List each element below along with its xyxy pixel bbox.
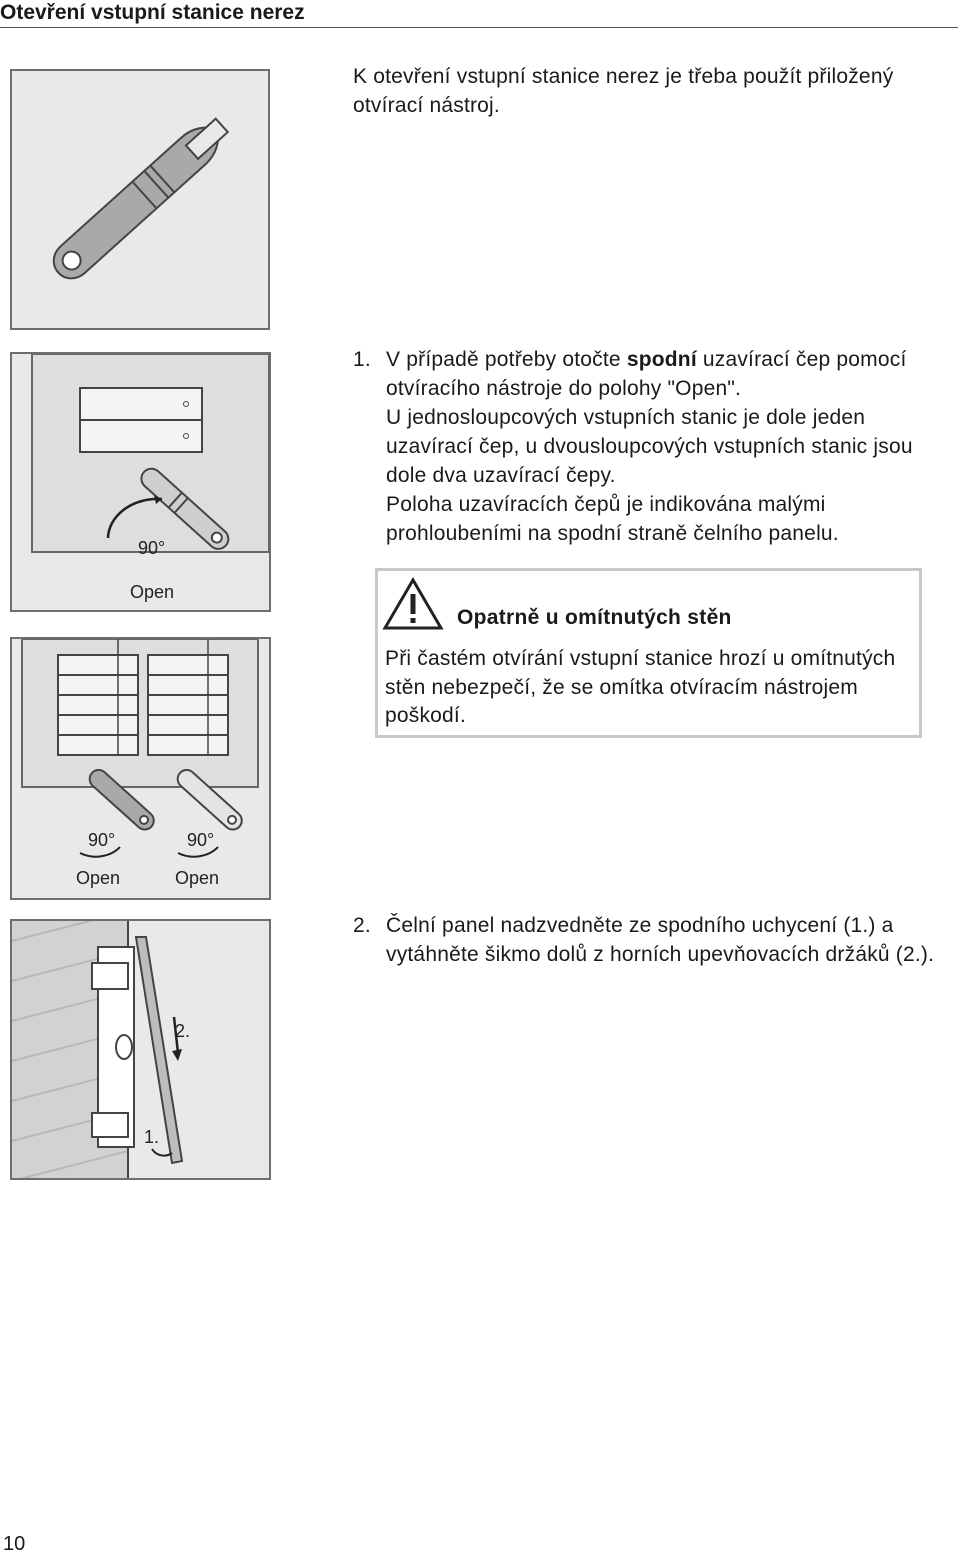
angle-label-left: 90°	[88, 830, 116, 850]
figure-opening-tool	[10, 69, 270, 330]
step-number: 1.	[353, 348, 371, 371]
side-view-diagram	[12, 921, 269, 1178]
angle-label-right: 90°	[187, 830, 215, 850]
warning-triangle-icon	[382, 577, 444, 631]
warning-title: Opatrně u omítnutých stěn	[457, 606, 732, 629]
step-1	[353, 345, 953, 550]
step-1-line	[386, 345, 946, 403]
wrench-icon	[12, 71, 268, 328]
label-step-2: 2.	[175, 1021, 191, 1041]
step-1-para3: Poloha uzavíracích čepů je indikována malými prohloubeními na spodní straně čelního panelu.	[386, 493, 839, 545]
warning-text: Při častém otvírání vstupní stanice hrozí u omítnutých stěn nebezpečí, že se omítka otvíracím nástrojem poškodí.	[385, 647, 896, 727]
page-title: Otevření vstupní stanice nerez	[0, 0, 958, 28]
label-step-1: 1.	[144, 1127, 160, 1147]
step-1-para2: U jednosloupcových vstupních stanic je dole jeden uzavírací čep, u dvousloupcových vstupních stanic jsou dole dva uzavírací čepy.	[386, 406, 913, 487]
step-1-bold: spodní	[626, 348, 697, 371]
step-number: 2.	[353, 914, 371, 937]
step-2	[353, 911, 953, 1001]
right-column	[148, 639, 228, 755]
angle-label: 90°	[138, 538, 166, 558]
warning-box	[375, 568, 922, 738]
step-1-text-end: uzavírací čep pomocí otvíracího nástroje do polohy "Open".	[386, 348, 907, 400]
open-label-left: Open	[76, 868, 121, 888]
page-number: 10	[3, 1533, 26, 1555]
left-column	[58, 639, 138, 755]
step-2-text: Čelní panel nadzvedněte ze spodního uchycení (1.) a vytáhněte šikmo dolů z horních upevňovacích držáků (2.).	[386, 914, 935, 966]
intro-text: K otevření vstupní stanice nerez je třeba použít přiložený otvírací nástroj.	[353, 65, 894, 117]
open-label: Open	[130, 582, 175, 602]
step-1-text: V případě potřeby otočte	[386, 348, 627, 371]
figure-two-column	[10, 637, 271, 900]
single-column-diagram	[12, 354, 269, 610]
open-label-right: Open	[175, 868, 220, 888]
figure-side-view	[10, 919, 271, 1180]
two-column-diagram	[12, 639, 269, 898]
figure-single-column	[10, 352, 271, 612]
